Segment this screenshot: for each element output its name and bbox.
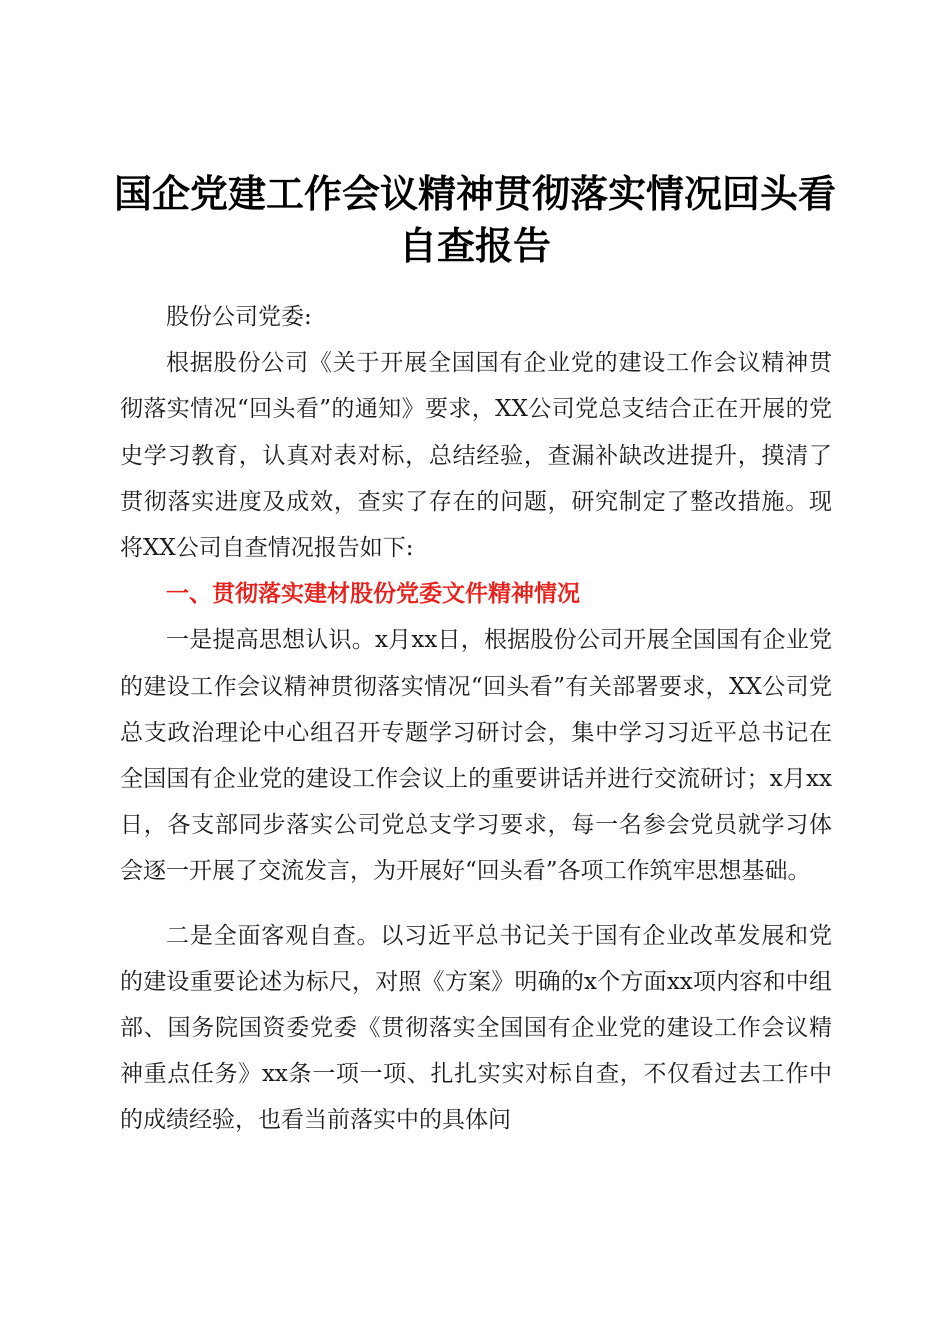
section-heading: 一、贯彻落实建材股份党委文件精神情况 (166, 581, 580, 608)
paragraph-1: 一是提高思想认识。x月xx日，根据股份公司开展全国国有企业党的建设工作会议精神贯彻落实情况“回头看”有关部署要求，XX公司党总支政治理论中心组召开专题学习研讨会，集中学习习近平总书记在全国国有企业党的建设工作会议上的重要讲话并进行交流研讨；x月xx日，各支部同步落实公司党总支学习要求，每一名参会党员就学习体会逐一开展了交流发言，为开展好“回头看”各项工作筑牢思想基础。 (120, 627, 832, 885)
document-body (120, 294, 832, 1144)
intro-paragraph: 根据股份公司《关于开展全国国有企业党的建设工作会议精神贯彻落实情况“回头看”的通知》要求，XX公司党总支结合正在开展的党史学习教育，认真对表对标，总结经验，查漏补缺改进提升，摸清了贯彻落实进度及成效，查实了存在的问题，研究制定了整改措施。现将XX公司自查情况报告如下: (120, 350, 832, 562)
paragraph-2: 二是全面客观自查。以习近平总书记关于国有企业改革发展和党的建设重要论述为标尺，对照《方案》明确的x个方面xx项内容和中组部、国务院国资委党委《贯彻落实全国国有企业党的建设工作会议精神重点任务》xx条一项一项、扎扎实实对标自查，不仅看过去工作中的成绩经验，也看当前落实中的具体问 (120, 922, 832, 1134)
salutation: 股份公司党委: (166, 304, 312, 330)
document-title: 国企党建工作会议精神贯彻落实情况回头看自查报告 (113, 172, 836, 268)
